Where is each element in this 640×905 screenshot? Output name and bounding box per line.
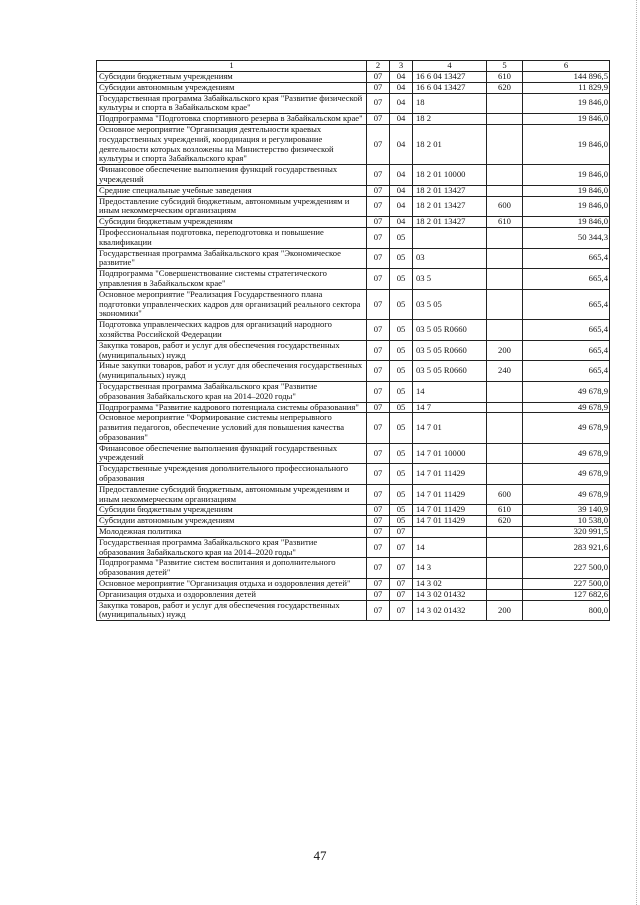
row-subsection: 04 xyxy=(390,217,413,228)
row-target-article: 03 5 05 R0660 xyxy=(413,340,487,361)
row-subsection: 05 xyxy=(390,269,413,290)
row-subsection: 07 xyxy=(390,579,413,590)
row-section: 07 xyxy=(367,217,390,228)
row-target-article: 16 6 04 13427 xyxy=(413,82,487,93)
table-row xyxy=(97,320,610,341)
row-name: Подпрограмма "Подготовка спортивного резерва в Забайкальском крае" xyxy=(97,114,367,125)
row-name: Субсидии бюджетным учреждениям xyxy=(97,217,367,228)
table-row xyxy=(97,248,610,269)
table-row xyxy=(97,165,610,186)
row-expense-type xyxy=(487,165,523,186)
row-name: Средние специальные учебные заведения xyxy=(97,185,367,196)
row-expense-type: 600 xyxy=(487,196,523,217)
row-subsection: 04 xyxy=(390,114,413,125)
table-row xyxy=(97,82,610,93)
table-row xyxy=(97,340,610,361)
row-subsection: 04 xyxy=(390,196,413,217)
row-subsection: 05 xyxy=(390,227,413,248)
row-amount: 49 678,9 xyxy=(523,464,610,485)
row-section: 07 xyxy=(367,196,390,217)
table-row xyxy=(97,217,610,228)
row-expense-type: 200 xyxy=(487,600,523,621)
row-subsection: 05 xyxy=(390,289,413,319)
row-section: 07 xyxy=(367,516,390,527)
row-subsection: 05 xyxy=(390,402,413,413)
row-subsection: 05 xyxy=(390,320,413,341)
row-target-article: 14 7 01 10000 xyxy=(413,443,487,464)
row-subsection: 07 xyxy=(390,527,413,538)
column-number-6: 6 xyxy=(523,61,610,72)
row-section: 07 xyxy=(367,505,390,516)
row-amount: 49 678,9 xyxy=(523,413,610,443)
row-amount: 49 678,9 xyxy=(523,402,610,413)
row-expense-type xyxy=(487,185,523,196)
column-number-3: 3 xyxy=(390,61,413,72)
row-expense-type xyxy=(487,93,523,114)
row-section: 07 xyxy=(367,413,390,443)
row-expense-type xyxy=(487,381,523,402)
row-subsection: 05 xyxy=(390,361,413,382)
row-name: Основное мероприятие "Реализация Государственного плана подготовки управленческих кадров для организаций реального сектора экономики" xyxy=(97,289,367,319)
table-row xyxy=(97,579,610,590)
row-amount: 320 991,5 xyxy=(523,527,610,538)
row-subsection: 05 xyxy=(390,381,413,402)
column-number-4: 4 xyxy=(413,61,487,72)
row-name: Государственная программа Забайкальского края "Экономическое развитие" xyxy=(97,248,367,269)
row-subsection: 05 xyxy=(390,248,413,269)
row-target-article: 18 2 01 13427 xyxy=(413,185,487,196)
row-target-article: 16 6 04 13427 xyxy=(413,72,487,83)
row-section: 07 xyxy=(367,527,390,538)
row-name: Финансовое обеспечение выполнения функций государственных учреждений xyxy=(97,165,367,186)
row-name: Основное мероприятие "Организация отдыха и оздоровления детей" xyxy=(97,579,367,590)
row-subsection: 07 xyxy=(390,589,413,600)
row-amount: 19 846,0 xyxy=(523,93,610,114)
row-expense-type xyxy=(487,589,523,600)
row-subsection: 05 xyxy=(390,340,413,361)
table-row xyxy=(97,505,610,516)
row-section: 07 xyxy=(367,93,390,114)
row-target-article: 14 7 01 11429 xyxy=(413,484,487,505)
row-subsection: 07 xyxy=(390,600,413,621)
row-name: Государственная программа Забайкальского края "Развитие образования Забайкальского края на 2014–2020 годы" xyxy=(97,537,367,558)
row-subsection: 04 xyxy=(390,185,413,196)
row-section: 07 xyxy=(367,537,390,558)
page-edge xyxy=(635,0,637,905)
row-name: Подготовка управленческих кадров для организаций народного хозяйства Российской Федерации xyxy=(97,320,367,341)
row-expense-type xyxy=(487,227,523,248)
row-section: 07 xyxy=(367,402,390,413)
row-amount: 19 846,0 xyxy=(523,124,610,164)
row-expense-type: 620 xyxy=(487,82,523,93)
row-name: Иные закупки товаров, работ и услуг для обеспечения государственных (муниципальных) нужд xyxy=(97,361,367,382)
row-subsection: 05 xyxy=(390,484,413,505)
row-amount: 10 538,0 xyxy=(523,516,610,527)
row-amount: 19 846,0 xyxy=(523,217,610,228)
table-row xyxy=(97,589,610,600)
row-target-article xyxy=(413,227,487,248)
table-row xyxy=(97,124,610,164)
row-name: Субсидии бюджетным учреждениям xyxy=(97,505,367,516)
row-name: Закупка товаров, работ и услуг для обеспечения государственных (муниципальных) нужд xyxy=(97,340,367,361)
row-expense-type: 610 xyxy=(487,217,523,228)
row-amount: 800,0 xyxy=(523,600,610,621)
row-amount: 127 682,6 xyxy=(523,589,610,600)
column-number-1: 1 xyxy=(97,61,367,72)
table-row xyxy=(97,185,610,196)
row-expense-type xyxy=(487,579,523,590)
row-name: Государственные учреждения дополнительного профессионального образования xyxy=(97,464,367,485)
row-expense-type xyxy=(487,527,523,538)
table-row xyxy=(97,558,610,579)
table-row xyxy=(97,484,610,505)
row-name: Предоставление субсидий бюджетным, автономным учреждениям и иным некоммерческим организациям xyxy=(97,484,367,505)
row-section: 07 xyxy=(367,361,390,382)
row-name: Государственная программа Забайкальского края "Развитие физической культуры и спорта в Забайкальском крае" xyxy=(97,93,367,114)
row-amount: 49 678,9 xyxy=(523,443,610,464)
row-name: Профессиональная подготовка, переподготовка и повышение квалификации xyxy=(97,227,367,248)
row-name: Финансовое обеспечение выполнения функций государственных учреждений xyxy=(97,443,367,464)
row-amount: 49 678,9 xyxy=(523,381,610,402)
column-number-5: 5 xyxy=(487,61,523,72)
row-name: Основное мероприятие "Формирование системы непрерывного развития педагогов, обеспечение условий для повышения качества образования" xyxy=(97,413,367,443)
table-row xyxy=(97,227,610,248)
table-row xyxy=(97,527,610,538)
row-name: Подпрограмма "Развитие кадрового потенциала системы образования" xyxy=(97,402,367,413)
row-section: 07 xyxy=(367,340,390,361)
row-target-article: 18 2 01 13427 xyxy=(413,217,487,228)
row-amount: 665,4 xyxy=(523,361,610,382)
row-expense-type: 240 xyxy=(487,361,523,382)
row-section: 07 xyxy=(367,227,390,248)
row-target-article: 03 5 05 xyxy=(413,289,487,319)
row-target-article: 14 3 02 01432 xyxy=(413,589,487,600)
row-section: 07 xyxy=(367,72,390,83)
page-number: 47 xyxy=(313,848,327,863)
budget-table xyxy=(96,60,610,621)
row-expense-type: 610 xyxy=(487,72,523,83)
row-target-article: 14 7 01 11429 xyxy=(413,516,487,527)
row-expense-type xyxy=(487,289,523,319)
row-expense-type xyxy=(487,320,523,341)
row-expense-type: 620 xyxy=(487,516,523,527)
row-subsection: 04 xyxy=(390,93,413,114)
row-name: Молодежная политика xyxy=(97,527,367,538)
row-target-article: 14 7 xyxy=(413,402,487,413)
row-amount: 227 500,0 xyxy=(523,558,610,579)
row-subsection: 04 xyxy=(390,165,413,186)
table-row xyxy=(97,402,610,413)
row-target-article: 18 xyxy=(413,93,487,114)
table-row xyxy=(97,114,610,125)
row-target-article: 14 7 01 xyxy=(413,413,487,443)
row-subsection: 04 xyxy=(390,72,413,83)
row-subsection: 05 xyxy=(390,443,413,464)
row-section: 07 xyxy=(367,443,390,464)
row-target-article: 14 xyxy=(413,537,487,558)
row-section: 07 xyxy=(367,464,390,485)
row-expense-type: 610 xyxy=(487,505,523,516)
row-section: 07 xyxy=(367,289,390,319)
row-name: Субсидии бюджетным учреждениям xyxy=(97,72,367,83)
row-name: Основное мероприятие "Организация деятельности краевых государственных учреждений, координация и регулирование деятельности которых возложены на Министерство физической культуры и спорта Забайкальского края" xyxy=(97,124,367,164)
row-expense-type xyxy=(487,464,523,485)
row-amount: 144 896,5 xyxy=(523,72,610,83)
row-section: 07 xyxy=(367,114,390,125)
row-section: 07 xyxy=(367,589,390,600)
row-section: 07 xyxy=(367,248,390,269)
table-row xyxy=(97,72,610,83)
row-target-article: 14 7 01 11429 xyxy=(413,464,487,485)
row-expense-type xyxy=(487,537,523,558)
row-target-article: 18 2 01 10000 xyxy=(413,165,487,186)
row-expense-type xyxy=(487,402,523,413)
row-subsection: 07 xyxy=(390,558,413,579)
row-subsection: 05 xyxy=(390,516,413,527)
row-amount: 665,4 xyxy=(523,320,610,341)
row-target-article xyxy=(413,527,487,538)
column-number-2: 2 xyxy=(367,61,390,72)
row-name: Государственная программа Забайкальского края "Развитие образования Забайкальского края на 2014–2020 годы" xyxy=(97,381,367,402)
row-expense-type xyxy=(487,413,523,443)
table-row xyxy=(97,289,610,319)
row-amount: 665,4 xyxy=(523,248,610,269)
row-amount: 39 140,9 xyxy=(523,505,610,516)
table-row xyxy=(97,537,610,558)
row-subsection: 05 xyxy=(390,464,413,485)
row-expense-type xyxy=(487,558,523,579)
row-section: 07 xyxy=(367,600,390,621)
table-row xyxy=(97,464,610,485)
row-expense-type xyxy=(487,124,523,164)
row-amount: 665,4 xyxy=(523,269,610,290)
row-amount: 19 846,0 xyxy=(523,185,610,196)
row-subsection: 05 xyxy=(390,413,413,443)
row-expense-type xyxy=(487,114,523,125)
row-name: Субсидии автономным учреждениям xyxy=(97,82,367,93)
row-amount: 19 846,0 xyxy=(523,196,610,217)
table-row xyxy=(97,93,610,114)
row-target-article: 03 5 xyxy=(413,269,487,290)
row-name: Предоставление субсидий бюджетным, автономным учреждениям и иным некоммерческим организациям xyxy=(97,196,367,217)
table-row xyxy=(97,269,610,290)
row-name: Подпрограмма "Развитие систем воспитания и дополнительного образования детей" xyxy=(97,558,367,579)
row-target-article: 14 3 02 xyxy=(413,579,487,590)
row-section: 07 xyxy=(367,558,390,579)
row-section: 07 xyxy=(367,320,390,341)
row-target-article: 03 5 05 R0660 xyxy=(413,361,487,382)
row-expense-type xyxy=(487,248,523,269)
table-row xyxy=(97,381,610,402)
row-expense-type xyxy=(487,443,523,464)
row-amount: 19 846,0 xyxy=(523,114,610,125)
table-row xyxy=(97,413,610,443)
row-name: Субсидии автономным учреждениям xyxy=(97,516,367,527)
row-amount: 665,4 xyxy=(523,289,610,319)
row-amount: 50 344,3 xyxy=(523,227,610,248)
row-section: 07 xyxy=(367,484,390,505)
table-row xyxy=(97,600,610,621)
row-amount: 283 921,6 xyxy=(523,537,610,558)
row-name: Закупка товаров, работ и услуг для обеспечения государственных (муниципальных) нужд xyxy=(97,600,367,621)
row-section: 07 xyxy=(367,381,390,402)
row-section: 07 xyxy=(367,124,390,164)
row-section: 07 xyxy=(367,165,390,186)
row-expense-type: 600 xyxy=(487,484,523,505)
row-target-article: 14 7 01 11429 xyxy=(413,505,487,516)
row-amount: 49 678,9 xyxy=(523,484,610,505)
row-amount: 11 829,9 xyxy=(523,82,610,93)
row-amount: 665,4 xyxy=(523,340,610,361)
row-section: 07 xyxy=(367,269,390,290)
row-target-article: 03 xyxy=(413,248,487,269)
row-amount: 19 846,0 xyxy=(523,165,610,186)
row-section: 07 xyxy=(367,82,390,93)
row-name: Подпрограмма "Совершенствование системы стратегического управления в Забайкальском крае" xyxy=(97,269,367,290)
row-section: 07 xyxy=(367,185,390,196)
budget-table-body xyxy=(97,61,610,621)
row-amount: 227 500,0 xyxy=(523,579,610,590)
row-subsection: 07 xyxy=(390,537,413,558)
row-subsection: 04 xyxy=(390,82,413,93)
row-expense-type xyxy=(487,269,523,290)
table-row xyxy=(97,443,610,464)
row-target-article: 18 2 01 xyxy=(413,124,487,164)
row-target-article: 14 3 xyxy=(413,558,487,579)
column-number-row xyxy=(97,61,610,72)
row-target-article: 14 3 02 01432 xyxy=(413,600,487,621)
row-target-article: 18 2 xyxy=(413,114,487,125)
row-expense-type: 200 xyxy=(487,340,523,361)
row-target-article: 03 5 05 R0660 xyxy=(413,320,487,341)
table-row xyxy=(97,361,610,382)
row-subsection: 04 xyxy=(390,124,413,164)
row-section: 07 xyxy=(367,579,390,590)
row-target-article: 14 xyxy=(413,381,487,402)
row-subsection: 05 xyxy=(390,505,413,516)
table-row xyxy=(97,196,610,217)
row-name: Организация отдыха и оздоровления детей xyxy=(97,589,367,600)
table-row xyxy=(97,516,610,527)
row-target-article: 18 2 01 13427 xyxy=(413,196,487,217)
